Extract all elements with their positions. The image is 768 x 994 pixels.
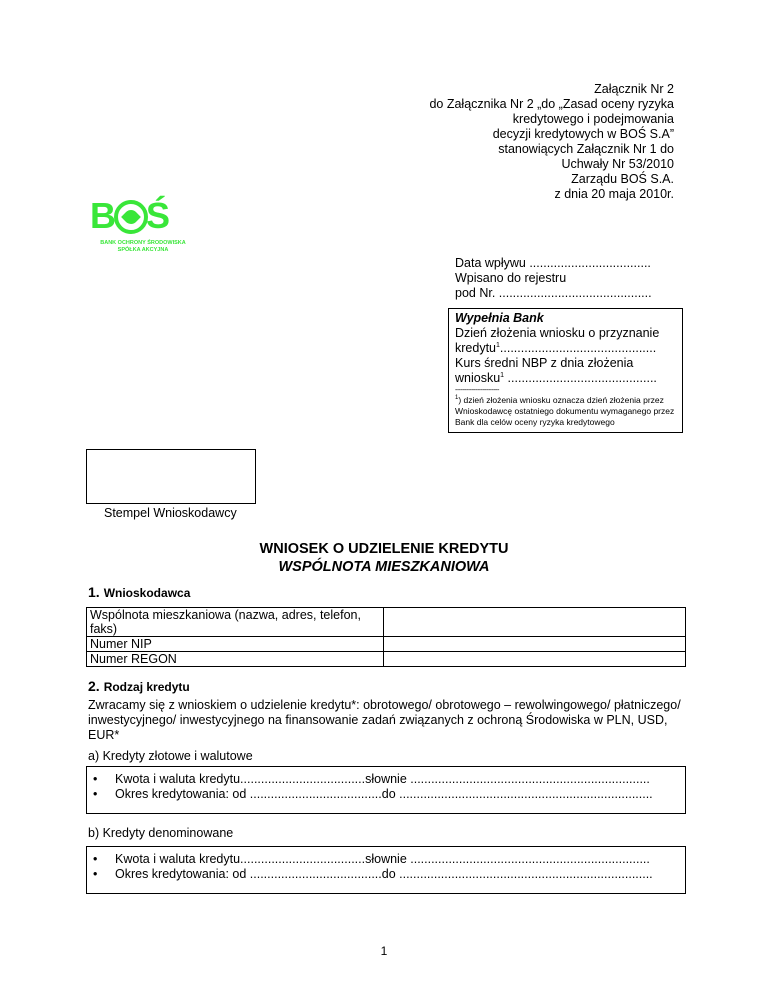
annex-line: Zarządu BOŚ S.A.: [571, 172, 674, 186]
section-number: 2.: [88, 678, 100, 694]
annex-line: Załącznik Nr 2: [594, 82, 674, 96]
document-title: [0, 540, 768, 576]
bank-box-text: kredytu: [455, 341, 496, 355]
inflow-number-field[interactable]: pod Nr. ............................................: [455, 286, 652, 300]
section-2-heading: [88, 678, 190, 694]
bullet-icon: •: [93, 852, 98, 866]
list-item-text: Kwota i waluta kredytu....................................słownie .....................................................................: [115, 772, 650, 786]
inflow-info: [455, 256, 652, 301]
table-row: [87, 652, 686, 667]
annex-line: do Załącznika Nr 2 „do „Zasad oceny ryzyka: [429, 97, 674, 111]
inflow-date-field[interactable]: Data wpływu ...................................: [455, 256, 651, 270]
list-item[interactable]: [93, 867, 685, 882]
stamp-box[interactable]: [86, 449, 256, 504]
section-1-heading: [88, 584, 190, 600]
bank-box-dots: ...........................................: [504, 371, 657, 385]
title-sub: WSPÓLNOTA MIESZKANIOWA: [278, 559, 490, 575]
annex-header: [380, 82, 674, 202]
stamp-label: Stempel Wnioskodawcy: [104, 506, 237, 520]
footnote-ref: 1: [500, 371, 505, 379]
annex-line: z dnia 20 maja 2010r.: [554, 187, 674, 201]
subsection-b-box: [86, 846, 686, 894]
table-row: [87, 637, 686, 652]
row-value-field[interactable]: [384, 652, 686, 667]
row-label: Numer NIP: [87, 637, 384, 652]
bank-box-heading: Wypełnia Bank: [455, 311, 544, 325]
footnote-text: [455, 395, 676, 428]
footnote-separator: ------------------------: [455, 387, 499, 394]
subsection-a-box: [86, 766, 686, 814]
row-label: Numer REGON: [87, 652, 384, 667]
section-number: 1.: [88, 584, 100, 600]
bullet-icon: •: [93, 772, 98, 786]
annex-line: Uchwały Nr 53/2010: [561, 157, 674, 171]
footnote-mark: 1: [455, 395, 459, 402]
logo-subtitle-line: BANK OCHRONY ŚRODOWISKA: [100, 240, 186, 246]
list-item-text: Okres kredytowania: od ......................................do .........................................................................: [115, 867, 653, 881]
inflow-register-label: Wpisano do rejestru: [455, 271, 567, 285]
subsection-a-label: a) Kredyty złotowe i walutowe: [88, 749, 253, 763]
bank-box-line[interactable]: [455, 341, 676, 356]
bank-box-dots: .............................................: [499, 341, 657, 355]
list-item[interactable]: [93, 852, 685, 867]
bank-fill-box: [448, 308, 683, 433]
subsection-b-label: b) Kredyty denominowane: [88, 826, 234, 840]
row-label: Wspólnota mieszkaniowa (nazwa, adres, telefon, faks): [87, 608, 384, 637]
list-item[interactable]: [93, 787, 685, 802]
page-number: 1: [380, 944, 388, 958]
annex-line: decyzji kredytowych w BOŚ S.A”: [492, 127, 674, 141]
bank-box-line: Dzień złożenia wniosku o przyznanie: [455, 326, 660, 340]
table-row: [87, 608, 686, 637]
footnote-ref: 1: [496, 341, 500, 349]
bank-box-text: wniosku: [455, 371, 501, 385]
bullet-icon: •: [93, 867, 98, 881]
bos-logo: [88, 196, 198, 266]
section-title: Wnioskodawca: [103, 586, 191, 600]
logo-wordmark: B Ś: [90, 195, 172, 236]
annex-line: stanowiących Załącznik Nr 1 do: [498, 142, 674, 156]
logo-subtitle-line: SPÓŁKA AKCYJNA: [117, 247, 169, 253]
footnote-body: ) dzień złożenia wniosku oznacza dzień złożenia przez Wnioskodawcę ostatniego dokumentu wymaganego przez Bank dla celów oceny ryzyka kredytowego: [455, 395, 675, 427]
section-title: Rodzaj kredytu: [103, 680, 190, 694]
bank-box-line[interactable]: [455, 371, 676, 386]
row-value-field[interactable]: [384, 608, 686, 637]
list-item-text: Kwota i waluta kredytu....................................słownie .....................................................................: [115, 852, 650, 866]
list-item-text: Okres kredytowania: od ......................................do .........................................................................: [115, 787, 653, 801]
annex-line: kredytowego i podejmowania: [512, 112, 674, 126]
list-item[interactable]: [93, 772, 685, 787]
bullet-icon: •: [93, 787, 98, 801]
bank-box-line: Kurs średni NBP z dnia złożenia: [455, 356, 634, 370]
applicant-table: [86, 607, 686, 667]
row-value-field[interactable]: [384, 637, 686, 652]
logo-subtitle: [88, 240, 198, 254]
credit-request-paragraph: Zwracamy się z wnioskiem o udzielenie kredytu*: obrotowego/ obrotowego – rewolwingowego/ płatniczego/ inwestycyjnego/ inwestycyjnego na finansowanie zadań związanych z ochroną Środowiska w PLN, USD, EUR*: [88, 698, 681, 742]
title-main: WNIOSEK O UDZIELENIE KREDYTU: [259, 541, 509, 557]
